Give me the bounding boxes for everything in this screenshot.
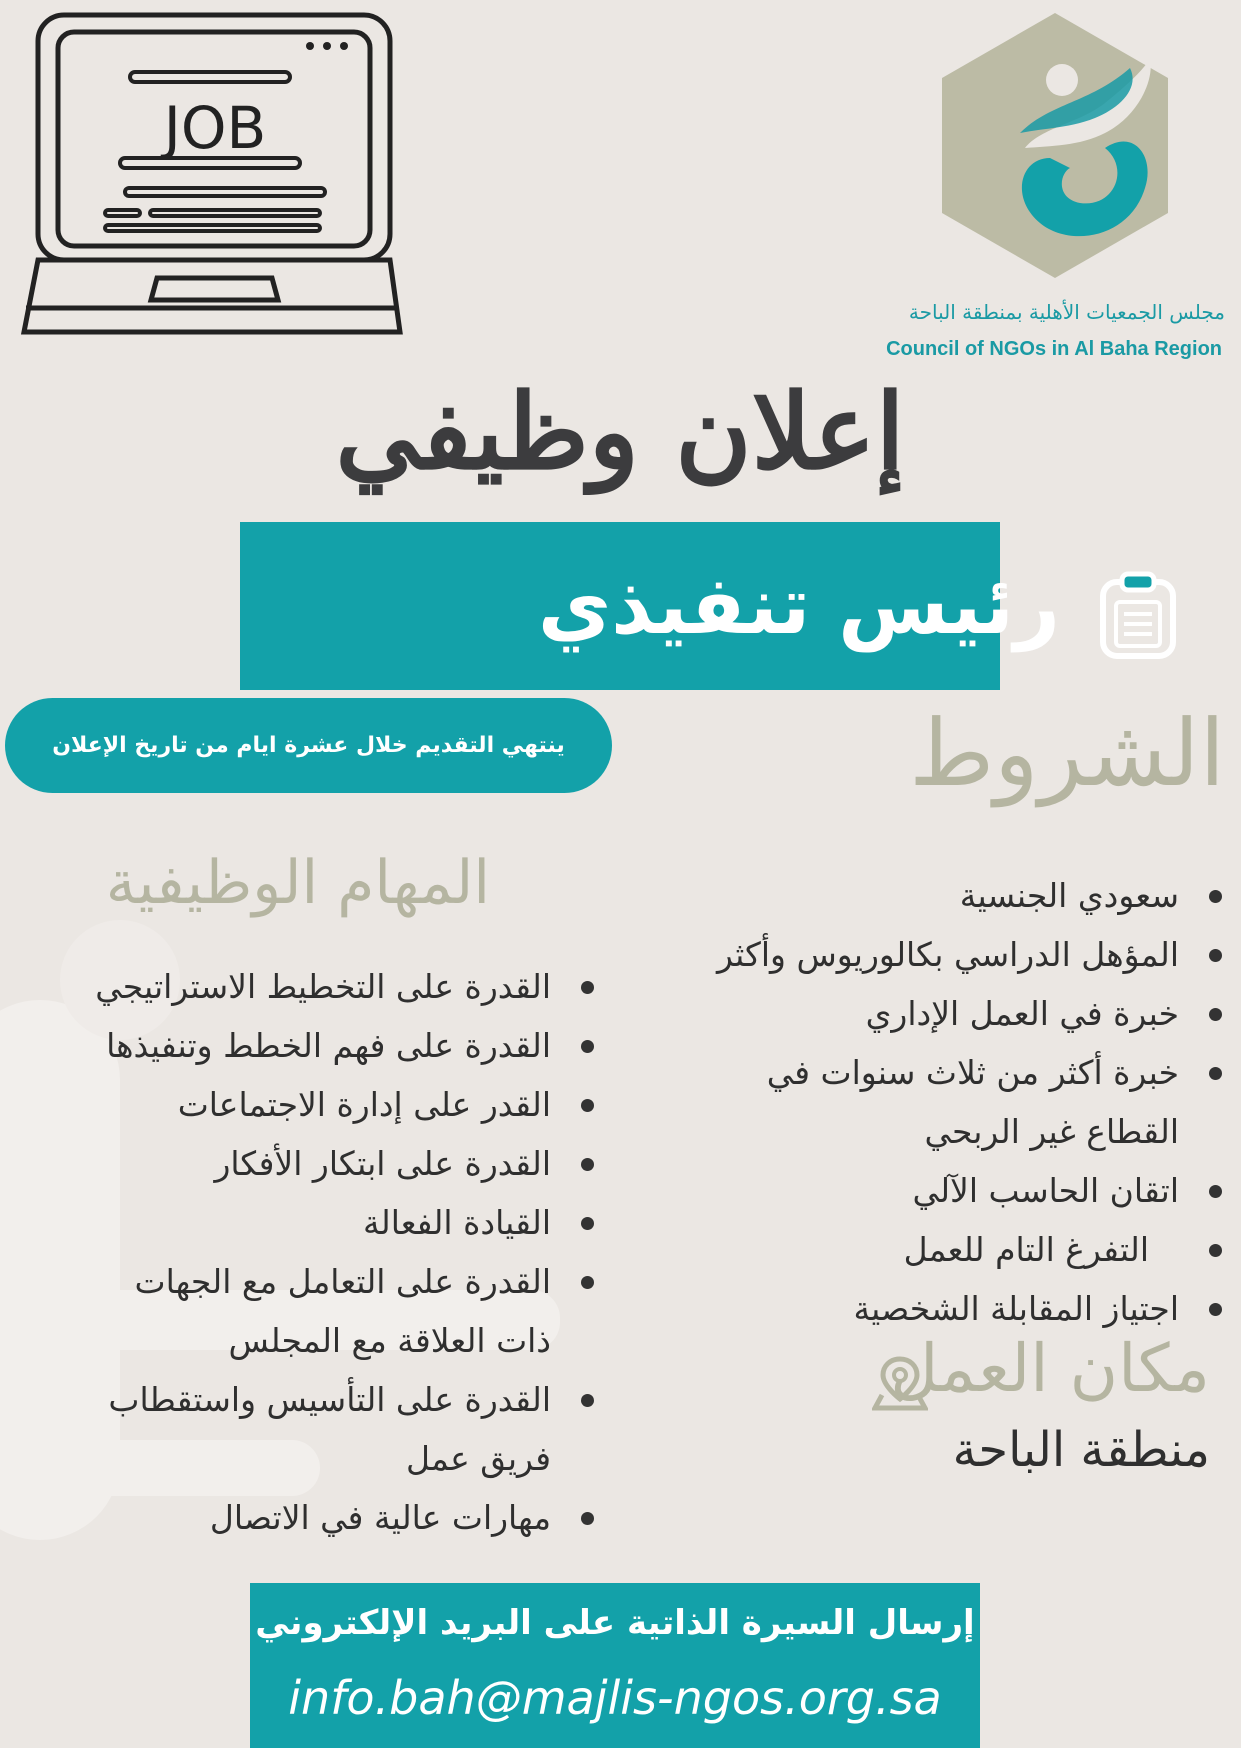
list-item-continuation: القطاع غير الربحي — [924, 1112, 1179, 1151]
list-item: القيادة الفعالة — [21, 1193, 551, 1252]
list-item: القدرة على التأسيس واستقطاب — [21, 1370, 551, 1429]
list-item: القدرة على ابتكار الأفكار — [21, 1134, 551, 1193]
apply-email[interactable]: info.bah@majlis-ngos.org.sa — [288, 1671, 942, 1725]
list-item: القدرة على فهم الخطط وتنفيذها — [21, 1016, 551, 1075]
list-item: سعودي الجنسية — [559, 866, 1179, 925]
list-item: المؤهل الدراسي بكالوريوس وأكثر — [559, 925, 1179, 984]
laptop-screen-label: JOB — [163, 94, 267, 162]
brand-name-arabic: مجلس الجمعيات الأهلية بمنطقة الباحة — [908, 300, 1225, 324]
tasks-list — [21, 957, 551, 1547]
workplace-title: مكان العمل — [890, 1330, 1210, 1407]
list-item-continuation: ذات العلاقة مع المجلس — [228, 1321, 551, 1360]
list-item: التفرغ التام للعمل — [559, 1220, 1179, 1279]
apply-instruction: إرسال السيرة الذاتية على البريد الإلكتروني — [255, 1603, 975, 1643]
conditions-list — [559, 866, 1179, 1338]
list-item: مهارات عالية في الاتصال — [21, 1488, 551, 1547]
list-item: خبرة في العمل الإداري — [559, 984, 1179, 1043]
location-pin-icon — [872, 1355, 928, 1411]
workplace-value: منطقة الباحة — [952, 1422, 1210, 1478]
list-item: القدرة على التعامل مع الجهات — [21, 1252, 551, 1311]
page-headline: إعلان وظيفي — [335, 370, 905, 493]
clipboard-icon — [1098, 570, 1178, 660]
list-item: القدرة على التخطيط الاستراتيجي — [21, 957, 551, 1016]
list-item-continuation: فريق عمل — [406, 1439, 551, 1478]
job-title-banner — [240, 522, 1060, 690]
list-item: اجتياز المقابلة الشخصية — [559, 1279, 1179, 1338]
conditions-title: الشروط — [909, 700, 1225, 807]
list-item: خبرة أكثر من ثلاث سنوات في — [559, 1043, 1179, 1102]
job-title: رئيس تنفيذي — [537, 559, 1060, 652]
tasks-title: المهام الوظيفية — [105, 848, 490, 918]
apply-footer — [250, 1583, 980, 1748]
laptop-job-icon — [20, 10, 410, 340]
brand-name-english: Council of NGOs in Al Baha Region — [886, 338, 1222, 360]
deadline-badge — [5, 698, 612, 793]
ngo-council-logo — [930, 8, 1180, 288]
list-item: اتقان الحاسب الآلي — [559, 1161, 1179, 1220]
list-item: القدر على إدارة الاجتماعات — [21, 1075, 551, 1134]
deadline-text: ينتهي التقديم خلال عشرة ايام من تاريخ الإعلان — [52, 733, 565, 758]
